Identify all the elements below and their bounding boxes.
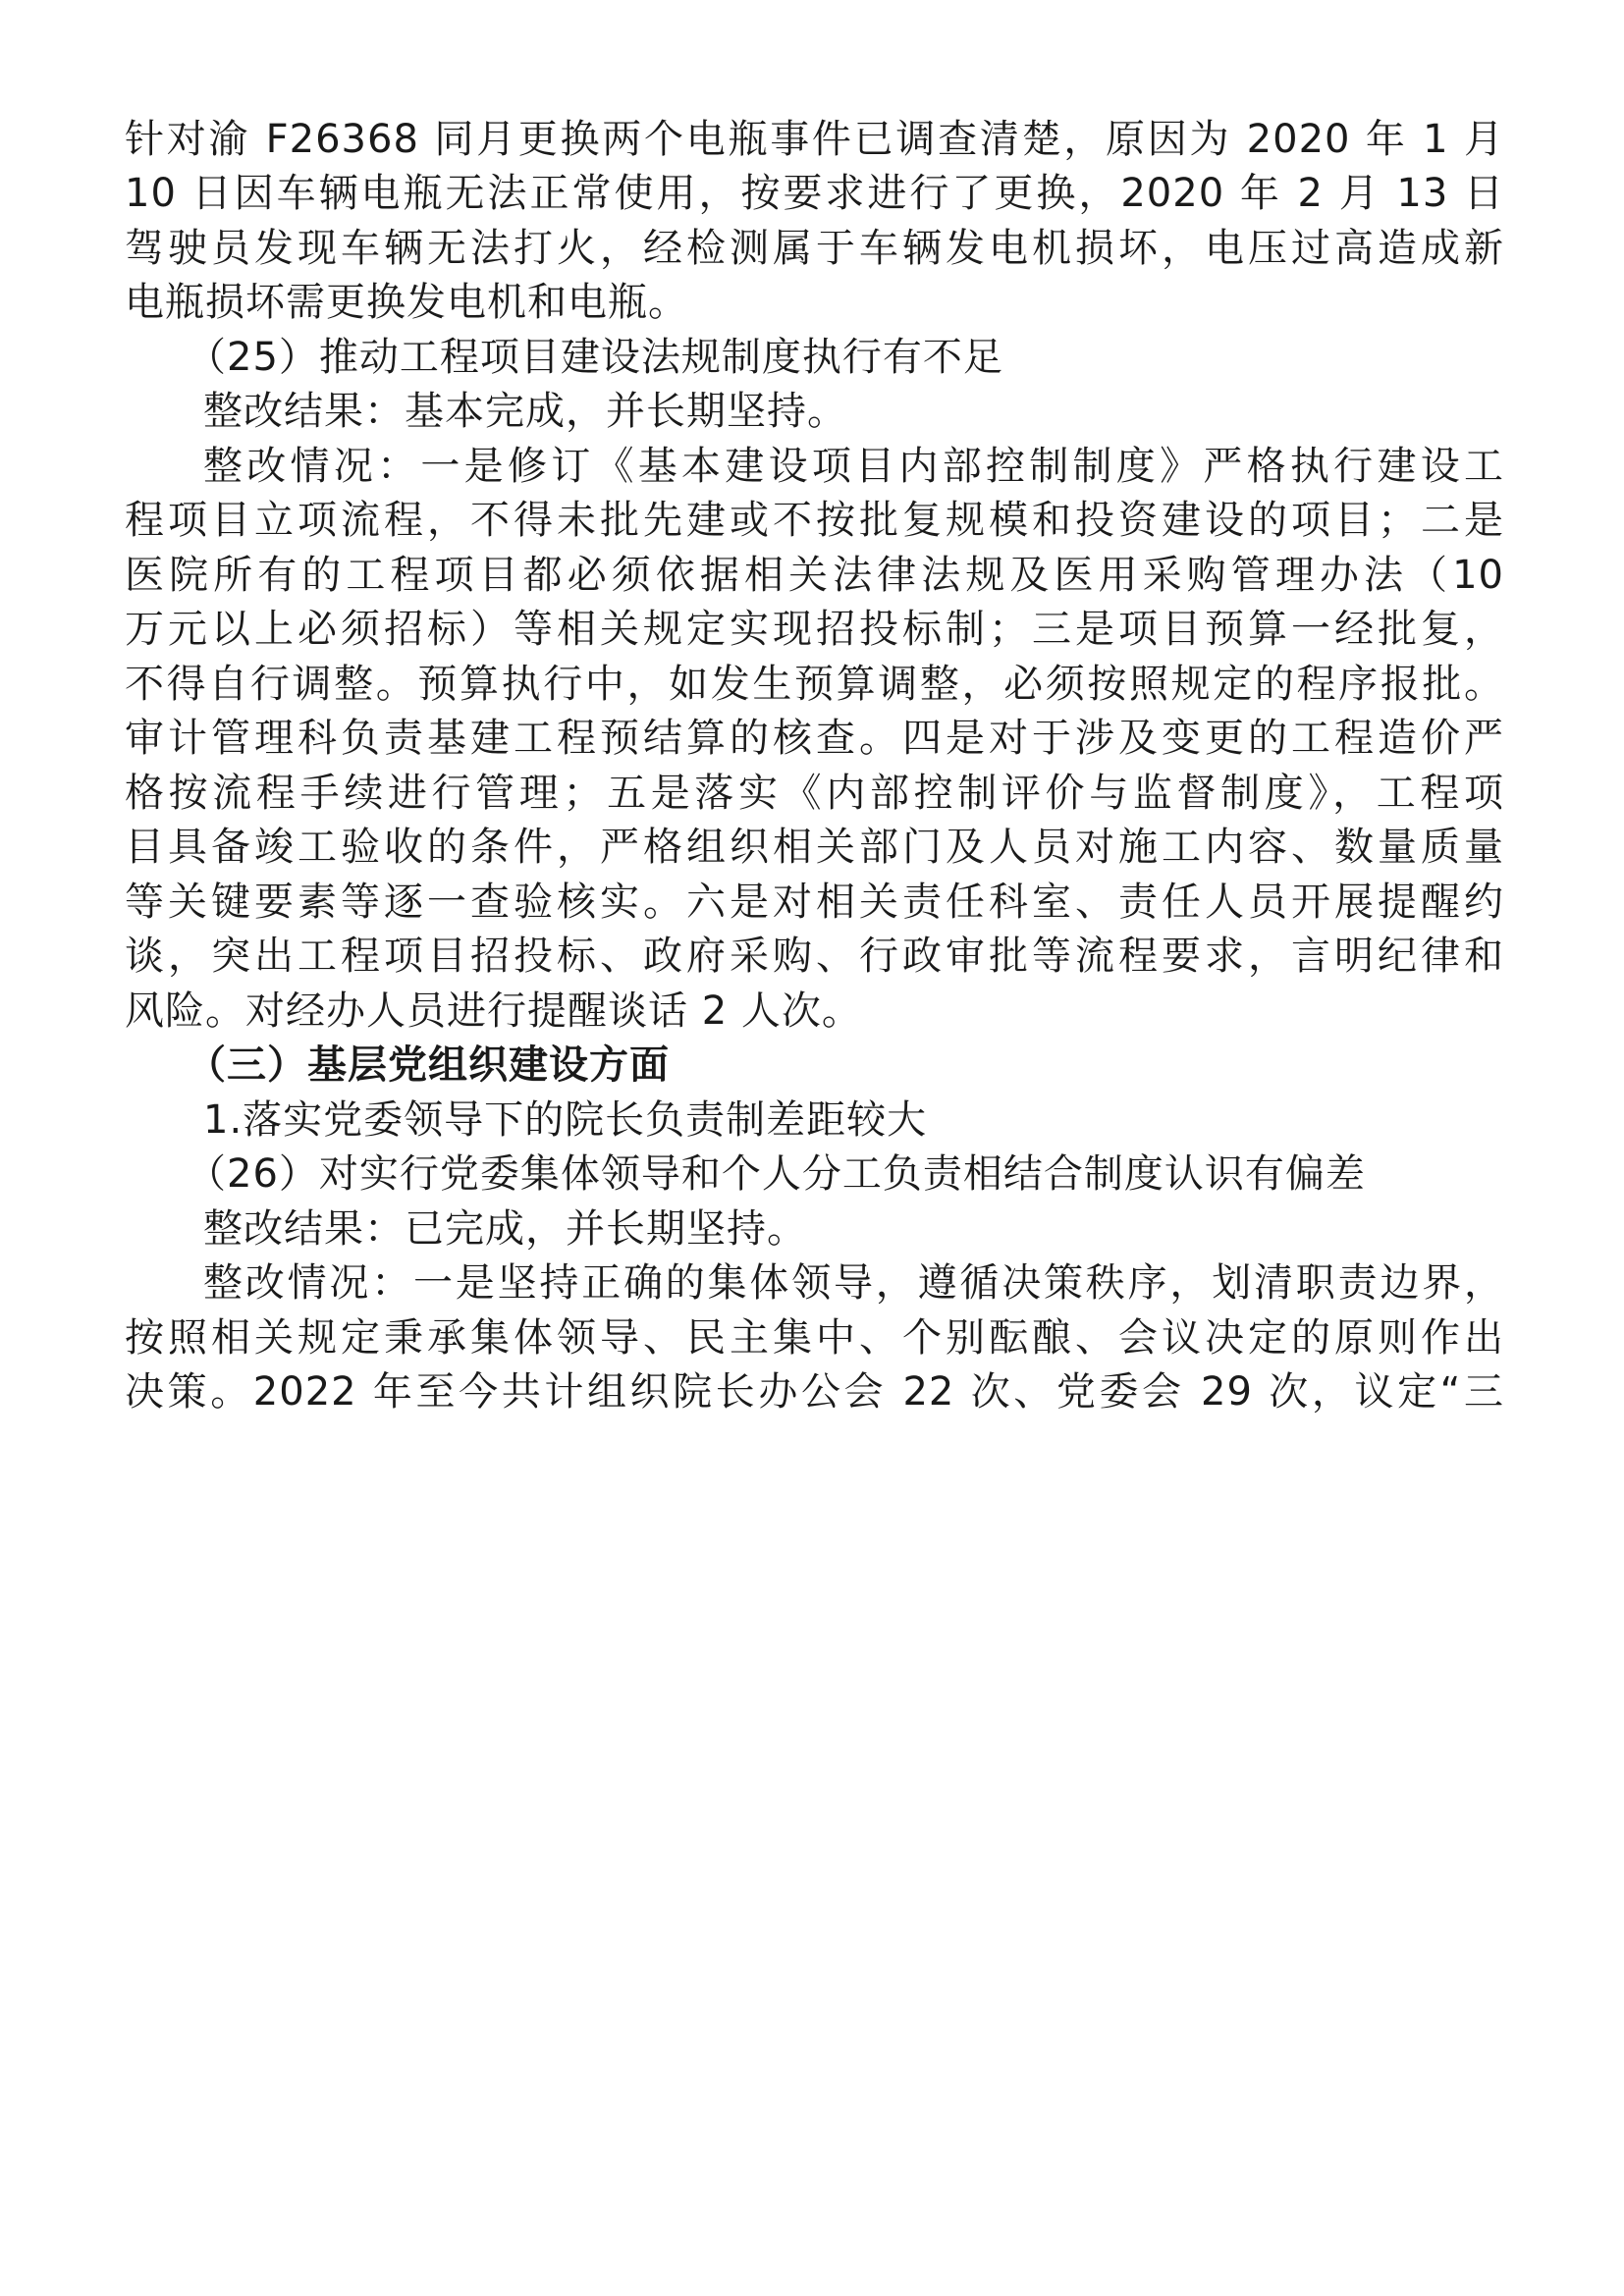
body-text-line: 格按流程手续进行管理；五是落实《内部控制评价与监督制度》，工程项 [125, 771, 1504, 816]
body-text-line: 谈，突出工程项目招投标、政府采购、行政审批等流程要求，言明纪律和 [125, 934, 1504, 979]
body-text-line: 决策。2022 年至今共计组织院长办公会 22 次、党委会 29 次，议定“三 [125, 1369, 1504, 1415]
body-text-line: 10 日因车辆电瓶无法正常使用，按要求进行了更换，2020 年 2 月 13 日 [125, 171, 1504, 216]
body-text-line: 驾驶员发现车辆无法打火，经检测属于车辆发电机损坏，电压过高造成新 [125, 226, 1504, 271]
body-text-line: 针对渝 F26368 同月更换两个电瓶事件已调查清楚，原因为 2020 年 1 月 [125, 117, 1504, 162]
item-heading-26: （26）对实行党委集体领导和个人分工负责相结合制度认识有偏差 [187, 1151, 1366, 1197]
rectification-status: 整改情况：一是坚持正确的集体领导，遵循决策秩序，划清职责边界， [203, 1260, 1504, 1306]
rectification-result: 整改结果：已完成，并长期坚持。 [203, 1206, 807, 1252]
subsection-heading-1: 1.落实党委领导下的院长负责制差距较大 [203, 1097, 928, 1143]
rectification-result: 整改结果：基本完成，并长期坚持。 [203, 389, 847, 434]
body-text-line: 不得自行调整。预算执行中，如发生预算调整，必须按照规定的程序报批。 [125, 662, 1504, 707]
body-text-line: 风险。对经办人员进行提醒谈话 2 人次。 [125, 988, 862, 1034]
rectification-status: 整改情况：一是修订《基本建设项目内部控制制度》严格执行建设工 [203, 444, 1504, 489]
section-heading-3: （三）基层党组织建设方面 [187, 1042, 670, 1088]
item-heading-25: （25）推动工程项目建设法规制度执行有不足 [187, 335, 1003, 380]
body-text-line: 等关键要素等逐一查验核实。六是对相关责任科室、责任人员开展提醒约 [125, 880, 1504, 925]
body-text-line: 目具备竣工验收的条件，严格组织相关部门及人员对施工内容、数量质量 [125, 825, 1504, 870]
body-text-line: 程项目立项流程，不得未批先建或不按批复规模和投资建设的项目；二是 [125, 498, 1504, 543]
body-text-line: 电瓶损坏需更换发电机和电瓶。 [125, 280, 688, 325]
body-text-line: 审计管理科负责基建工程预结算的核查。四是对于涉及变更的工程造价严 [125, 716, 1504, 761]
body-text-line: 医院所有的工程项目都必须依据相关法律法规及医用采购管理办法（10 [125, 553, 1504, 598]
body-text-line: 按照相关规定秉承集体领导、民主集中、个别酝酿、会议决定的原则作出 [125, 1315, 1504, 1361]
body-text-line: 万元以上必须招标）等相关规定实现招投标制；三是项目预算一经批复， [125, 607, 1504, 652]
